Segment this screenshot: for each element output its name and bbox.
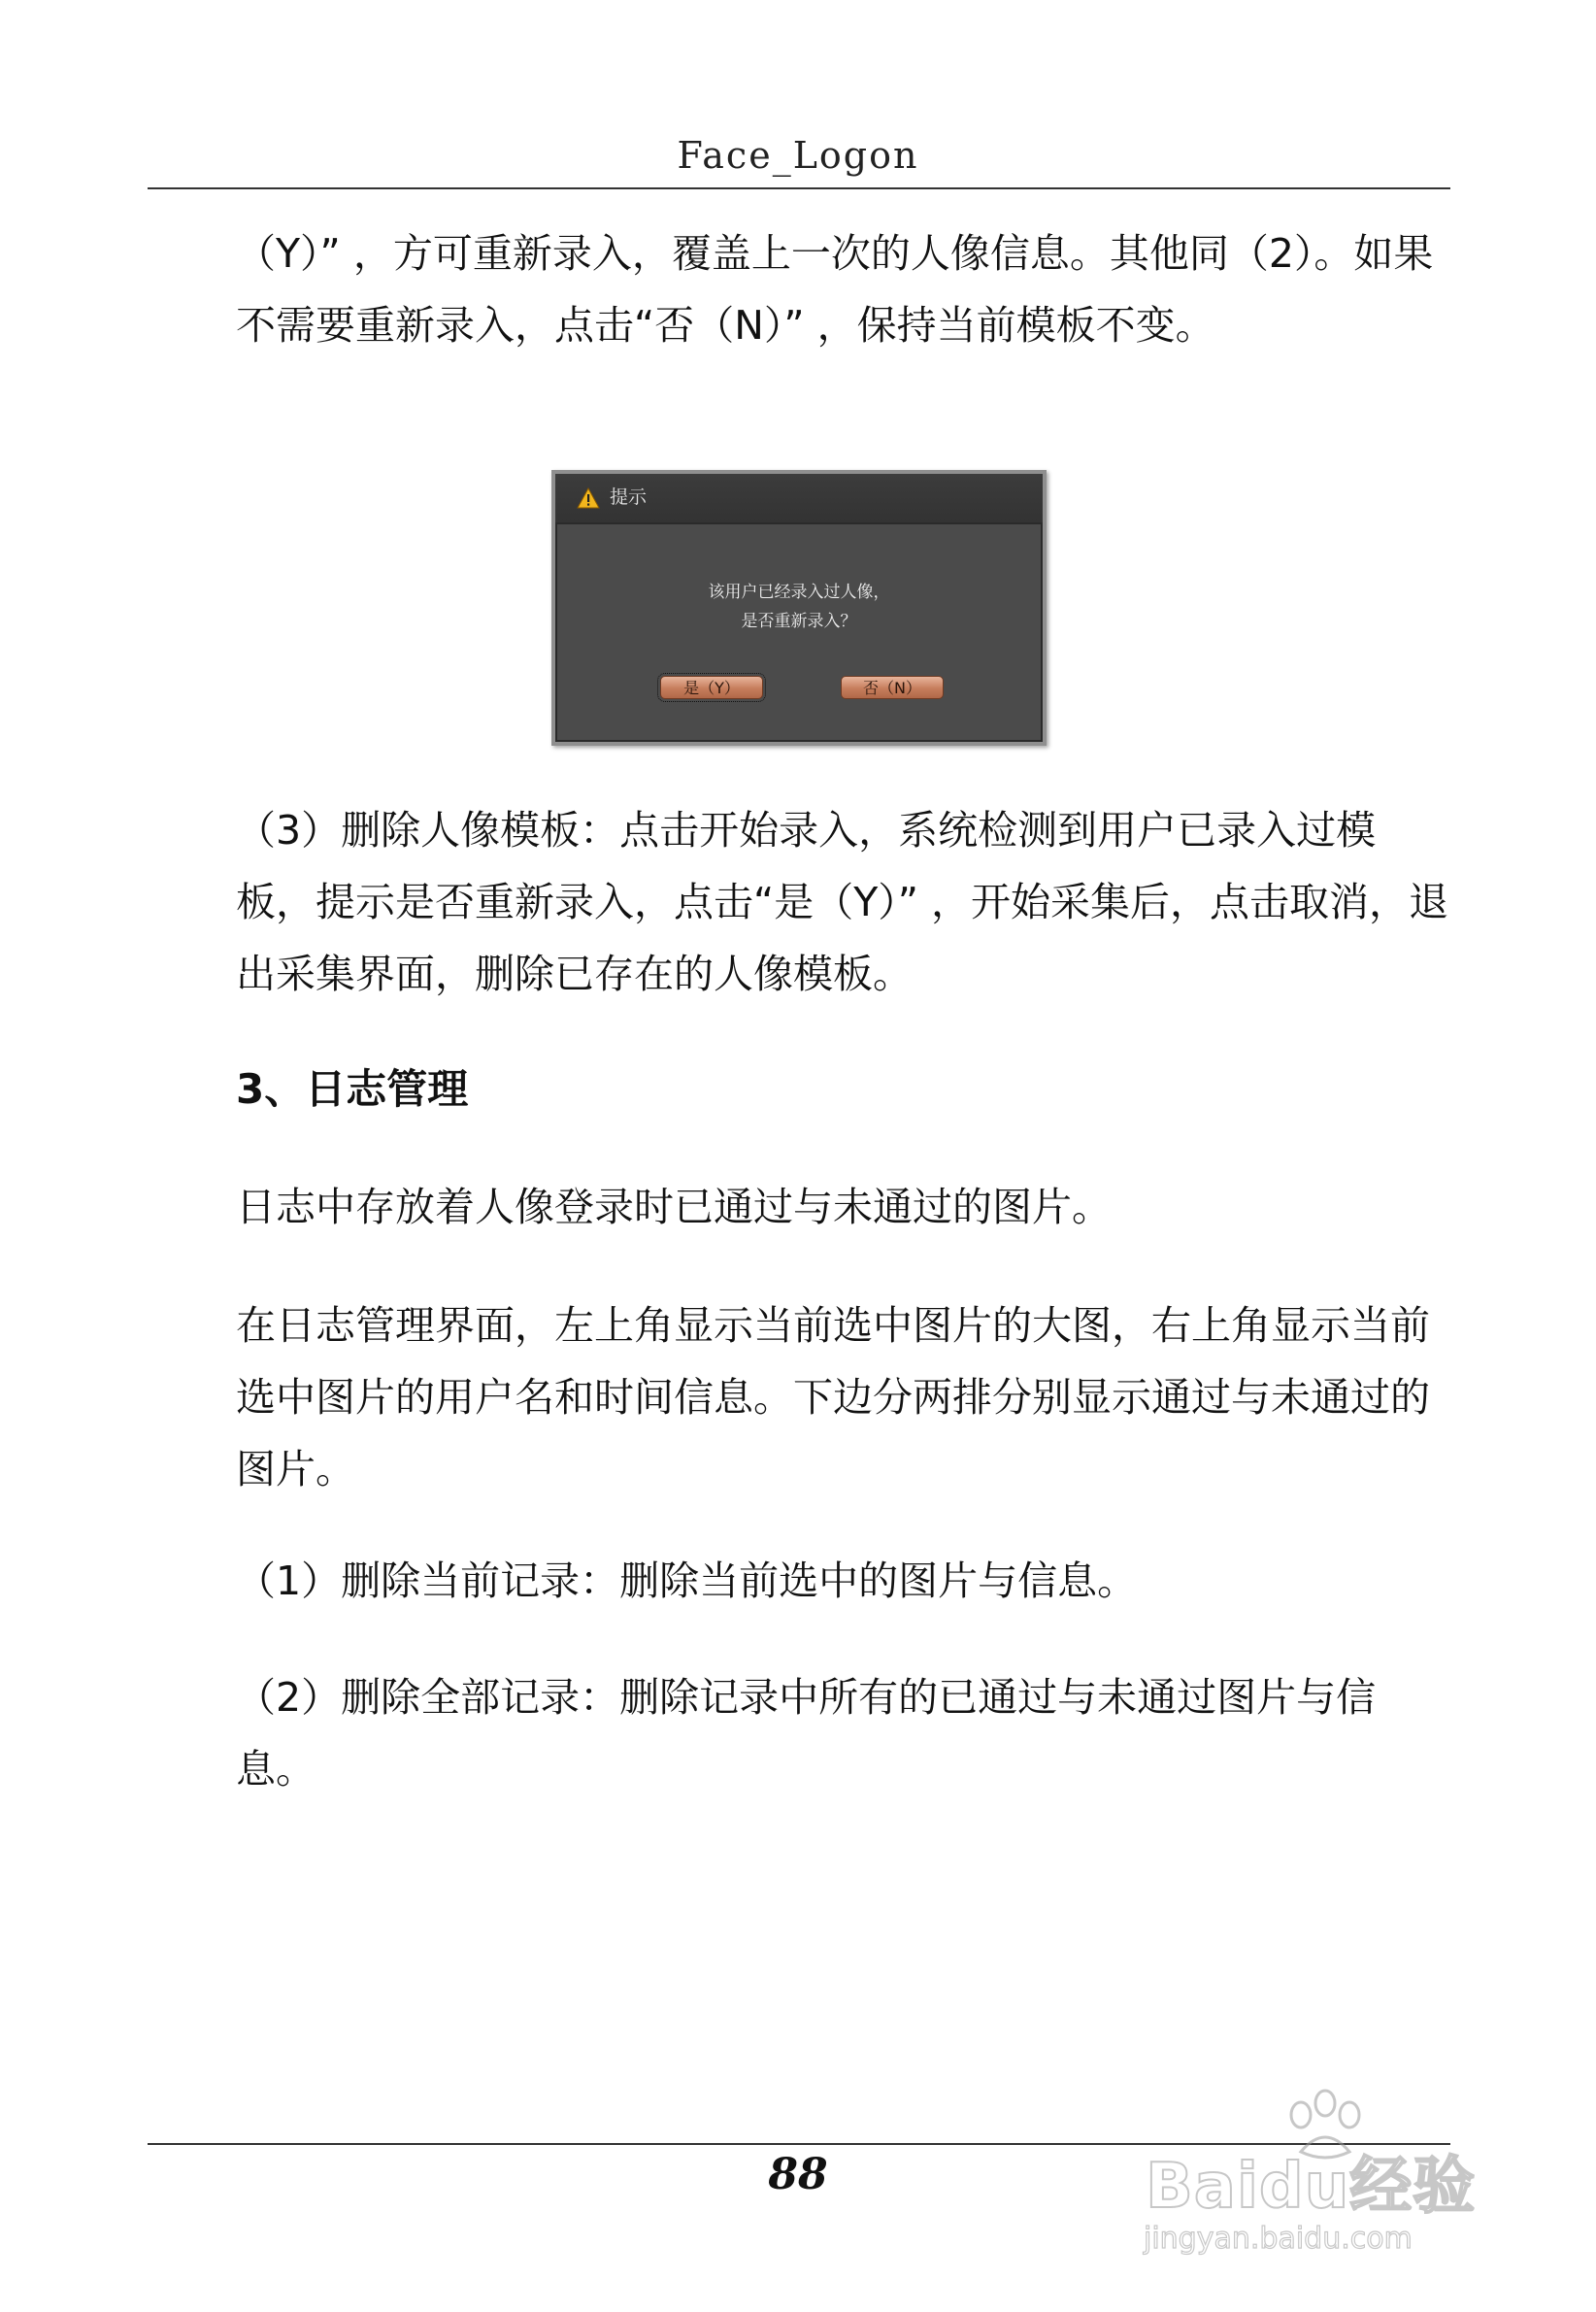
page-number: 88 [768,2150,828,2199]
dialog-title: 提示 [610,486,648,508]
watermark-url: jingyan.baidu.com [1144,2222,1413,2256]
prompt-dialog-screenshot [551,470,1047,746]
paragraph-log-interface: 在日志管理界面，左上角显示当前选中图片的大图，右上角显示当前选中图片的用户名和时间信息。下边分两排分别显示通过与未通过的图片。 [236,1302,1430,1492]
paragraph-overwrite-instructions: （Y）” ，方可重新录入，覆盖上一次的人像信息。其他同（2）。如果不需要重新录入，点击“否（N）” ，保持当前模板不变。 [236,230,1434,349]
paragraph-delete-current: （1）删除当前记录：删除当前选中的图片与信息。 [236,1558,1138,1604]
section-heading-log-management: 3、日志管理 [236,1065,469,1113]
watermark-brand: Baidu经验 [1146,2151,1477,2223]
dialog-message-line2: 是否重新录入？ [741,612,857,631]
baidu-watermark [1136,2086,1505,2270]
paragraph-delete-template: （3）删除人像模板：点击开始录入，系统检测到用户已录入过模板，提示是否重新录入，点击“是（Y）” ，开始采集后，点击取消，退出采集界面，删除已存在的人像模板。 [236,807,1449,997]
paragraph-log-description: 日志中存放着人像登录时已通过与未通过的图片。 [236,1184,1112,1230]
dialog-titlebar [555,474,1043,524]
paragraph-delete-all: （2）删除全部记录：删除记录中所有的已通过与未通过图片与信息。 [236,1674,1377,1793]
dialog-message-line1: 该用户已经录入过人像， [708,583,890,602]
page-header-title: Face_Logon [677,134,919,177]
header-rule [148,187,1450,189]
dialog-no-button[interactable]: 否（N） [841,676,944,699]
warning-icon [577,487,600,509]
dialog-yes-button[interactable]: 是（Y） [660,676,763,699]
